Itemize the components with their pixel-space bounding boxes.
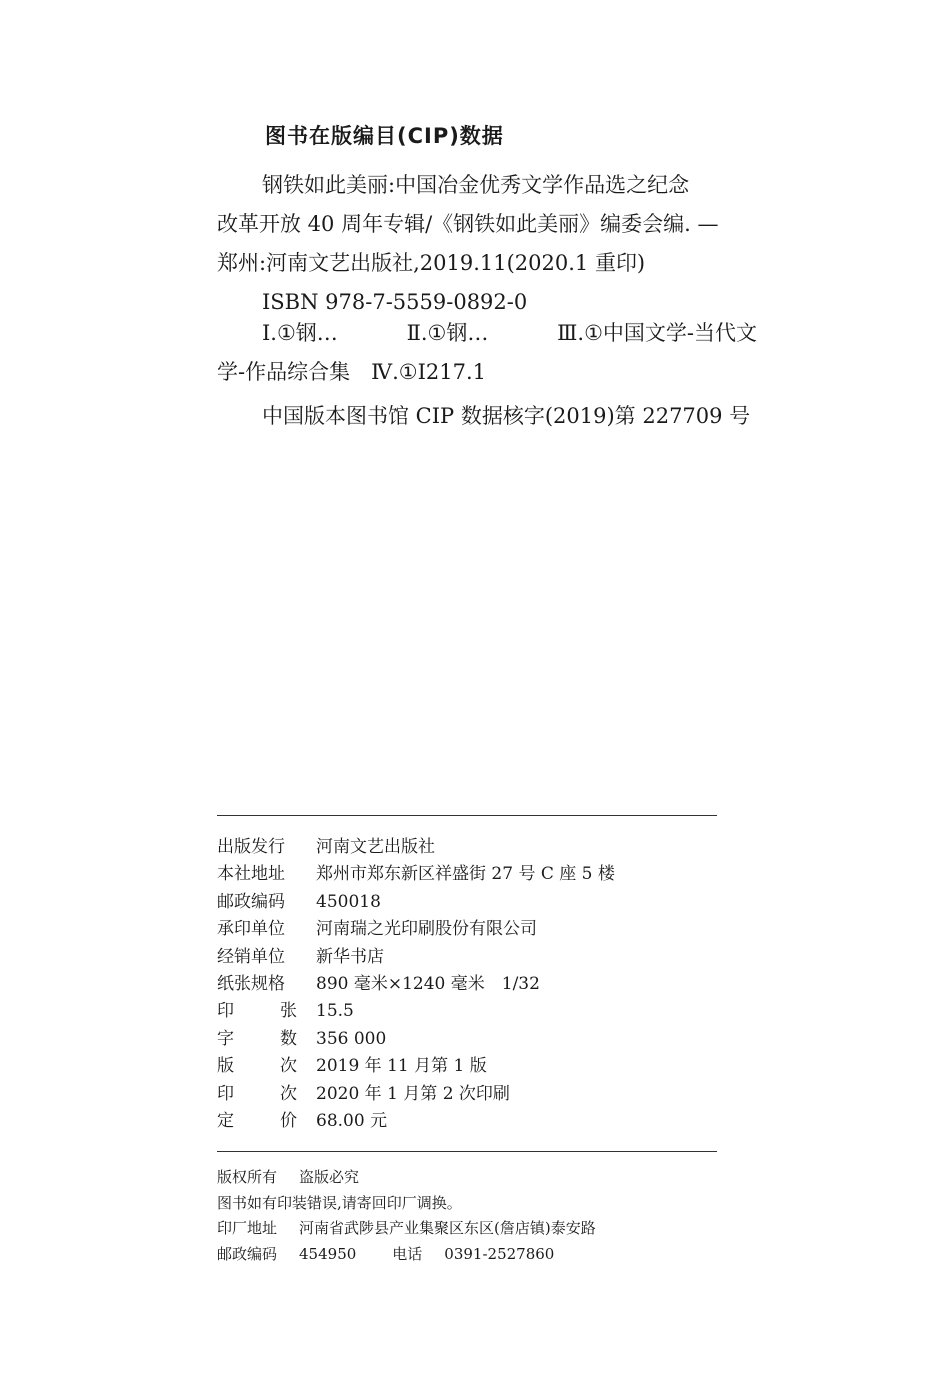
info-label: 印 次 — [217, 1083, 297, 1104]
footer-notes — [217, 1165, 596, 1267]
cip-classification-line2: 学-作品综合集 Ⅳ.①I217.1 — [217, 360, 486, 384]
return-notice: 图书如有印装错误,请寄回印厂调换。 — [217, 1193, 462, 1212]
info-value: 2020 年 1 月第 2 次印刷 — [316, 1083, 510, 1104]
cip-record-number — [217, 397, 757, 436]
info-label: 定 价 — [217, 1110, 297, 1131]
info-value: 郑州市郑东新区祥盛街 27 号 C 座 5 楼 — [316, 864, 615, 885]
info-label: 经销单位 — [217, 946, 285, 967]
info-label: 本社地址 — [217, 864, 285, 885]
info-row-address — [217, 861, 615, 888]
info-row-paper-size — [217, 971, 615, 998]
info-row-printing — [217, 1081, 615, 1108]
classification-iii: Ⅲ.①中国文学-当代文 — [557, 321, 757, 345]
info-value: 450018 — [316, 891, 381, 912]
postal-code-label: 邮政编码 — [217, 1244, 278, 1263]
info-row-edition — [217, 1053, 615, 1080]
info-label: 纸张规格 — [217, 973, 285, 994]
cip-description-line3: 郑州:河南文艺出版社,2019.11(2020.1 重印) — [217, 251, 646, 275]
info-label: 承印单位 — [217, 919, 285, 940]
cip-classification — [217, 314, 757, 392]
cip-record-number-text: 中国版本图书馆 CIP 数据核字(2019)第 227709 号 — [262, 404, 751, 428]
info-row-postal-code — [217, 889, 615, 916]
printer-address-line — [217, 1216, 596, 1242]
divider-top — [217, 815, 717, 816]
info-value: 890 毫米×1240 毫米 1/32 — [316, 973, 540, 994]
info-label: 印 张 — [217, 1001, 297, 1022]
info-row-distributor — [217, 944, 615, 971]
info-row-word-count — [217, 1026, 615, 1053]
divider-bottom — [217, 1151, 717, 1152]
postal-code-value: 454950 — [299, 1244, 357, 1263]
copyright-text-b: 盗版必究 — [299, 1168, 360, 1186]
info-value: 河南文艺出版社 — [316, 837, 435, 857]
cip-classification-line1 — [217, 314, 757, 353]
cip-isbn: ISBN 978-7-5559-0892-0 — [262, 290, 528, 314]
printer-contact-line — [217, 1242, 596, 1268]
printer-address-value: 河南省武陟县产业集聚区东区(詹店镇)泰安路 — [299, 1219, 596, 1237]
phone-label: 电话 — [392, 1244, 423, 1263]
info-row-printer — [217, 916, 615, 943]
phone-value: 0391-2527860 — [444, 1244, 555, 1263]
info-value: 15.5 — [316, 1001, 354, 1022]
info-label: 出版发行 — [217, 837, 285, 857]
publication-info-table — [217, 834, 615, 1135]
info-value: 2019 年 11 月第 1 版 — [316, 1056, 487, 1077]
cip-description-line2: 改革开放 40 周年专辑/《钢铁如此美丽》编委会编. — — [217, 212, 719, 236]
info-row-publisher — [217, 834, 615, 861]
printer-address-label: 印厂地址 — [217, 1219, 278, 1237]
info-label: 版 次 — [217, 1056, 297, 1077]
info-row-sheets — [217, 998, 615, 1025]
classification-ii: Ⅱ.①钢… — [406, 321, 489, 345]
info-value: 河南瑞之光印刷股份有限公司 — [316, 919, 537, 940]
info-value: 356 000 — [316, 1028, 387, 1049]
info-label: 邮政编码 — [217, 891, 285, 912]
cip-description-line1: 钢铁如此美丽:中国冶金优秀文学作品选之纪念 — [262, 173, 690, 197]
cip-title: 图书在版编目(CIP)数据 — [265, 124, 504, 148]
info-label: 字 数 — [217, 1028, 297, 1049]
cip-description — [217, 166, 757, 322]
info-row-price — [217, 1108, 615, 1135]
classification-i: Ⅰ.①钢… — [262, 321, 338, 345]
copyright-text-a: 版权所有 — [217, 1168, 278, 1186]
info-value: 新华书店 — [316, 946, 384, 967]
copyright-line — [217, 1165, 596, 1191]
info-value: 68.00 元 — [316, 1110, 388, 1131]
